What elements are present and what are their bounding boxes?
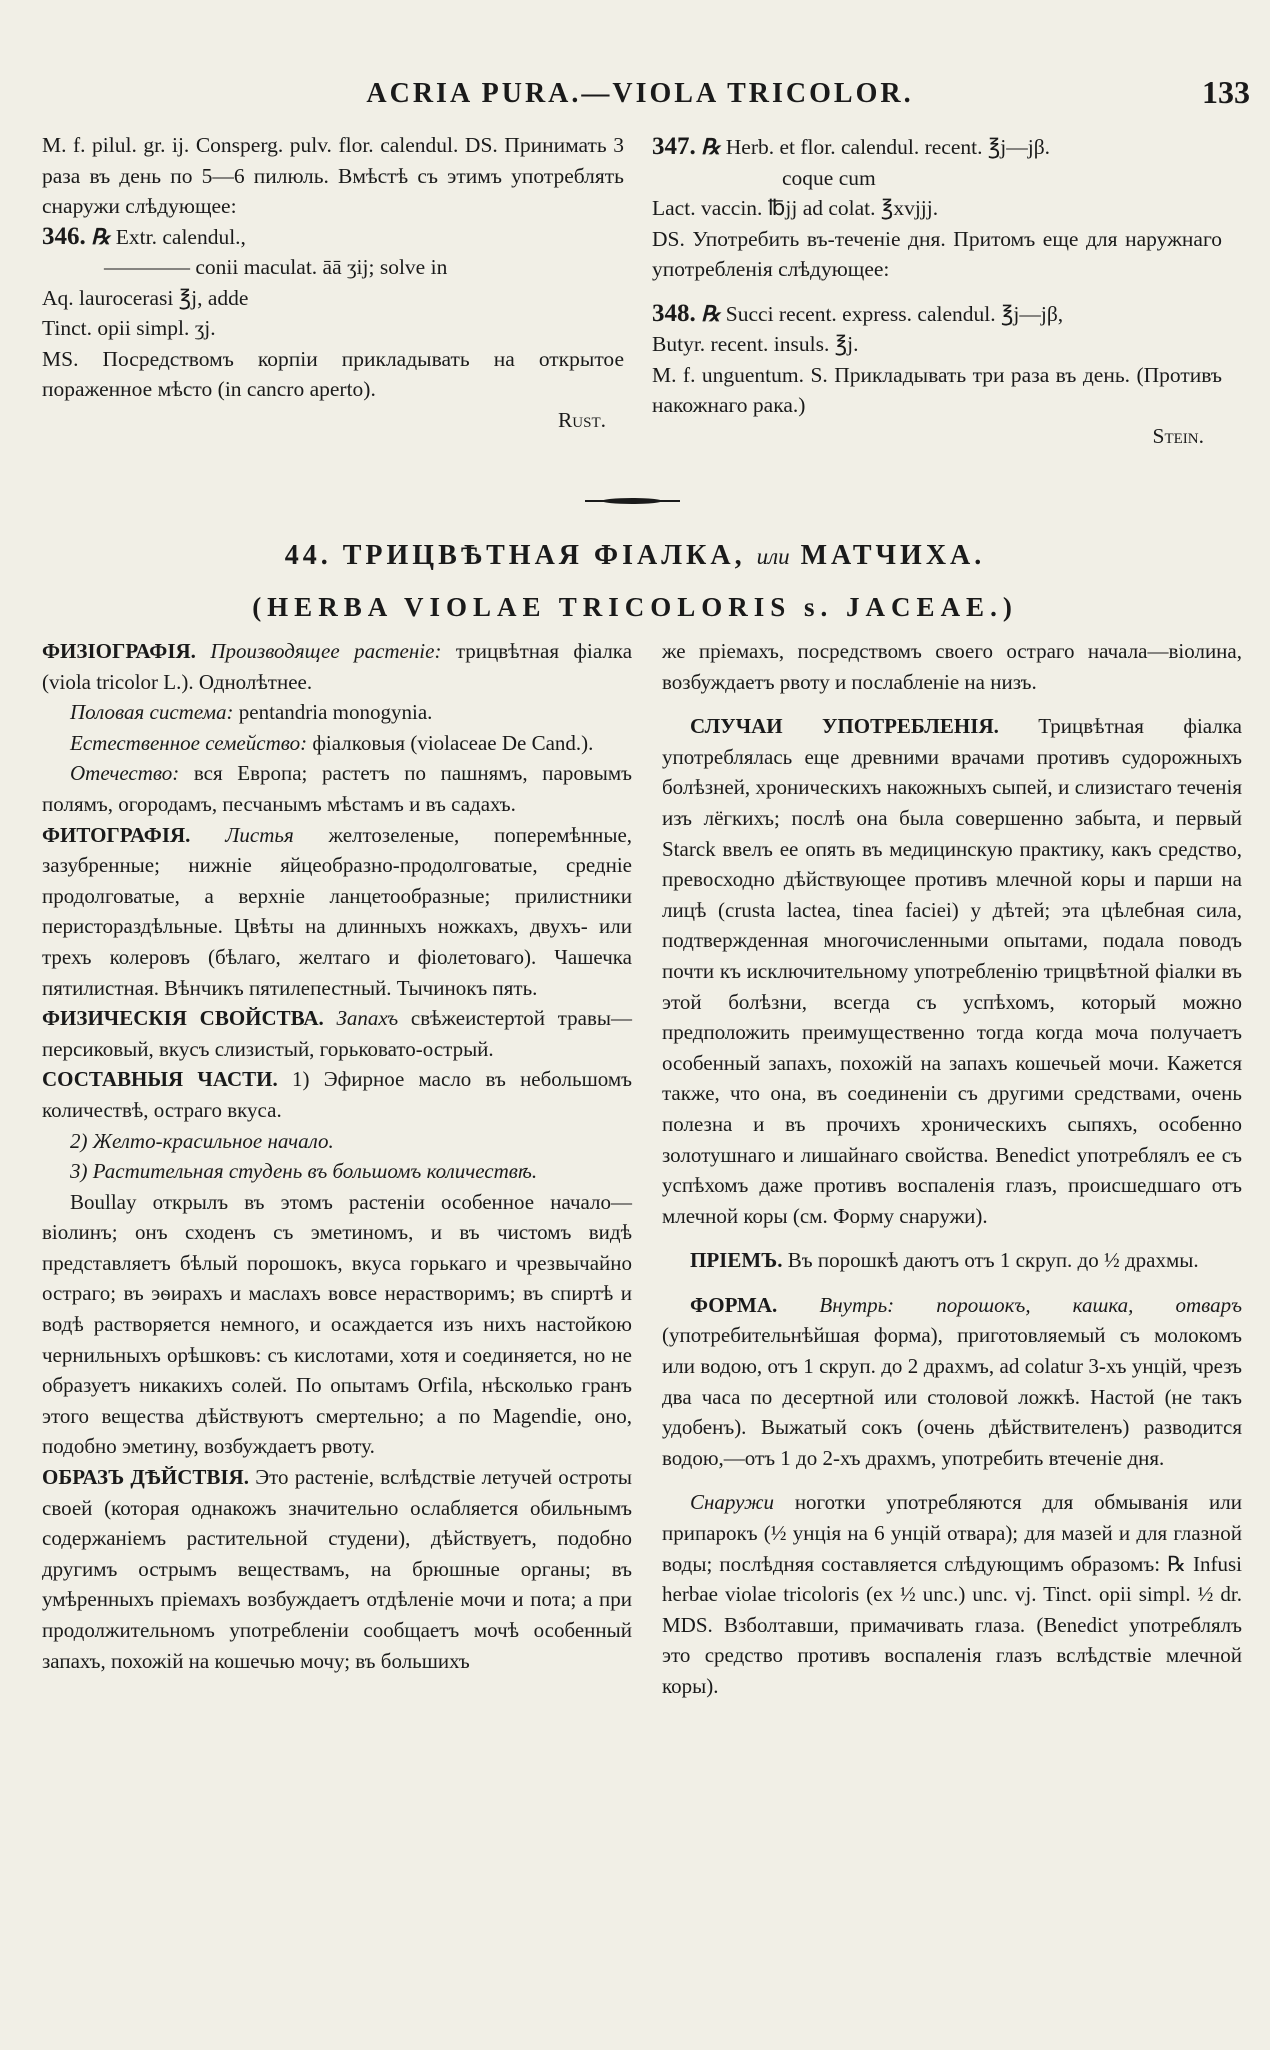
- recipe-symbol: ℞: [91, 224, 111, 249]
- paragraph-emphasis: Внутрь: порошокъ, кашка, отваръ: [819, 1292, 1242, 1317]
- paragraph-text: pentandria monogynia.: [238, 700, 433, 725]
- recipe-number: 346.: [42, 222, 86, 250]
- paragraph-text: ноготки употребляются для обмыванія или припарокъ (½ унція на 6 унцій отвара); для мазей и для глазной воды; послѣдняя составляется слѣдующимъ образомъ: ℞ Infusi herbae violae tricoloris (ex ½ unc.) unc. vj. Tinct. opii simpl. ½ dr. MDS. Взболтавши, примачивать глаза. (Benedict употреблялъ это средство противъ воспаленія глазъ вслѣдствіе млечной коры).: [662, 1490, 1242, 1698]
- recipe-348: [652, 299, 1222, 330]
- paragraph: же пріемахъ, посредствомъ своего остраго начала—віолина, возбуждаетъ рвоту и послабленіе на низъ.: [662, 639, 1242, 694]
- paragraph: [662, 711, 1242, 1231]
- recipe-line: MS. Посредствомъ корпіи прикладывать на открытое пораженное мѣсто (in cancro aperto).: [42, 346, 624, 401]
- recipe-line: coque cum: [782, 165, 876, 190]
- recipe-line: DS. Употребить въ-теченіе дня. Притомъ еще для наружнаго употребленія слѣдующее:: [652, 226, 1222, 281]
- recipe-symbol: ℞: [701, 135, 721, 159]
- paragraph-heading: СЛУЧАИ УПОТРЕБЛЕНІЯ.: [690, 714, 999, 739]
- paragraph-heading: ОБРАЗЪ ДѢЙСТВІЯ.: [42, 1465, 249, 1490]
- paragraph: [42, 1462, 632, 1676]
- ornament-divider: [585, 497, 680, 505]
- paragraph-text: (употребительнѣйшая форма), приготовляемый съ молокомъ или водою, отъ 1 скруп. до 2 драхмъ, ad colatur 3-хъ унцій, чрезъ два часа по десертной или столовой ложкѣ. Настой (не такъ удобенъ). Выжатый сокъ (очень дѣйствителенъ) разводится водою,—отъ 1 до 2-хъ драхмъ, употребить втеченіе дня.: [662, 1323, 1242, 1470]
- section-number: 44.: [284, 540, 332, 571]
- recipe-347: [652, 132, 1222, 163]
- running-head: ACRIA PURA.—VIOLA TRICOLOR.: [366, 78, 914, 109]
- paragraph: [662, 1245, 1242, 1276]
- paragraph: [662, 1487, 1242, 1701]
- paragraph-heading: ПРІЕМЪ.: [690, 1248, 783, 1273]
- paragraph-text: 1) Эфирное масло въ небольшомъ количествѣ, остраго вкуса.: [42, 1067, 633, 1122]
- paragraph-heading: ФИЗІОГРАФІЯ.: [42, 639, 196, 663]
- recipe-number: 347.: [652, 133, 696, 160]
- recipe-line: ———— conii maculat. āā ʒij; solve in: [104, 255, 448, 279]
- recipe-line: Butyr. recent. insuls. ℥j.: [652, 332, 859, 356]
- paragraph-text: Трицвѣтная фіалка употреблялась еще древними врачами противъ судорожныхъ болѣзней, хроническихъ накожныхъ сыпей, и слизистаго теченія изъ лёгкихъ; послѣ она была совершенно забыта, и первый Starck ввелъ ее опять въ медицинскую практику, какъ средство, превосходно дѣйствующее противъ млечной коры и парши на лицѣ (crusta lactea, tinea faciei) у дѣтей; эта цѣлебная сила, подтвержденная многочисленными опытами, подала поводъ почти къ исключительному употребленію трицвѣтной фіалки въ этой болѣзни, всегда съ успѣхомъ, который можно предположить преимущественно тогда когда моча получаетъ особенный запахъ, похожій на запахъ кошечьей мочи. Кажется также, что она, въ соединеніи съ другими средствами, очень полезна и въ прочихъ хроническихъ сыпяхъ, особенно золотушнаго и лишайнаго свойства. Benedict употреблялъ ее съ успѣхомъ даже противъ воспаленія глазъ, происшедшаго отъ млечной коры (см. Форму снаружи).: [662, 714, 1242, 1228]
- paragraph-heading: ФОРМА.: [690, 1292, 778, 1317]
- paragraph-text: свѣжеистертой травы—персиковый, вкусъ слизистый, горьковато-острый.: [42, 1006, 632, 1061]
- recipe-line: Tinct. opii simpl. ʒj.: [42, 316, 216, 340]
- paragraph-text: Въ порошкѣ даютъ отъ 1 скруп. до ½ драхмы.: [787, 1248, 1199, 1273]
- recipe-symbol: ℞: [701, 301, 721, 326]
- paragraph-emphasis: Отечество:: [70, 761, 180, 786]
- recipe-text: M. f. pilul. gr. ij. Consperg. pulv. flor. calendul. DS. Принимать 3 раза въ день по 5—6 пилюль. Вмѣстѣ съ этимъ употреблять снаружи слѣдующее:: [42, 133, 624, 218]
- paragraph-heading: ФИТОГРАФІЯ.: [42, 822, 191, 847]
- paragraph: 3) Растительная студень въ большомъ количествѣ.: [70, 1159, 538, 1184]
- recipe-line: Herb. et flor. calendul. recent. ℥j—jβ.: [725, 135, 1051, 159]
- paragraph: [42, 697, 632, 728]
- paragraph-text: вся Европа; растетъ по пашнямъ, паровымъ полямъ, огородамъ, песчанымъ мѣстамъ и въ садахъ.: [42, 761, 632, 816]
- section-title: [0, 540, 1270, 572]
- paragraph: 2) Желто-красильное начало.: [70, 1128, 334, 1153]
- recipe-line: Aq. laurocerasi ℥j, adde: [42, 285, 249, 310]
- recipe-line: M. f. unguentum. S. Прикладывать три раза въ день. (Противъ накожнаго рака.): [652, 362, 1222, 417]
- paragraph-emphasis: Естественное семейство:: [70, 730, 308, 755]
- paragraph: [42, 758, 632, 819]
- section-name: ТРИЦВѢТНАЯ ФІАЛКА,: [342, 540, 746, 571]
- paragraph-emphasis: Запахъ: [336, 1006, 399, 1031]
- recipes-left-column: [42, 130, 624, 435]
- recipe-line: Succi recent. express. calendul. ℥j—jβ,: [725, 301, 1064, 326]
- paragraph-text: желтозеленые, поперемѣнные, зазубренные; нижніе яйцеобразно-продолговатые, средніе продолговатые, а верхніе ланцетообразные; прилистники перистораздѣльные. Цвѣты на длинныхъ ножкахъ, двухъ- или трехъ колеровъ (бѣлаго, желтаго и фіолетоваго). Чашечка пятилистная. Вѣнчикъ пятилепестный. Тычинокъ пять.: [42, 822, 633, 1000]
- section-name-alt: МАТЧИХА.: [800, 540, 986, 571]
- paragraph: [42, 820, 632, 1004]
- paragraph: [42, 728, 632, 759]
- paragraph: Boullay открылъ въ этомъ растеніи особенное начало—віолинъ; онъ сходенъ съ эметиномъ, и въ чистомъ видѣ представляетъ бѣлый порошокъ, вкуса горькаго и чрезвычайно остраго; въ эѳирахъ и маслахъ вовсе нерастворимъ; въ спиртѣ и водѣ растворяется немного, и осаждается изъ нихъ настойкою чернильныхъ орѣшковъ: съ кислотами, хотя и соединяется, но не образуетъ никакихъ солей. По опытамъ Orfila, нѣсколько гранъ этого вещества дѣйствуютъ смертельно; а по Magendie, оно, подобно эметину, возбуждаетъ рвоту.: [42, 1189, 632, 1459]
- paragraph-emphasis: Листья: [225, 822, 294, 847]
- left-text-column: [42, 636, 632, 1676]
- paragraph: [42, 1003, 632, 1064]
- recipe-number: 348.: [652, 299, 696, 327]
- right-text-column: [662, 636, 1242, 1702]
- paragraph-text: Это растеніе, вслѣдствіе летучей остроты своей (которая однакожъ значительно ослабляется обильнымъ содержаніемъ растительной студени), дѣйствуетъ, подобно другимъ острымъ веществамъ, на брюшные органы; въ умѣренныхъ пріемахъ возбуждаетъ отдѣленіе мочи и пота; а при продолжительномъ употребленіи сообщаетъ мочѣ особенный запахъ, похожій на кошечью мочу; въ большихъ: [42, 1465, 633, 1673]
- recipe-line: Lact. vaccin. ℔jj ad colat. ℥xvjjj.: [652, 196, 939, 220]
- paragraph: [662, 1290, 1242, 1474]
- section-connector: или: [756, 544, 790, 569]
- page-number: 133: [1202, 74, 1250, 110]
- section-subtitle: (HERBA VIOLAE TRICOLORIS s. JACEAE.): [252, 592, 1018, 622]
- recipe-line: Extr. calendul.,: [115, 224, 246, 249]
- paragraph-emphasis: Снаружи: [690, 1490, 774, 1515]
- paragraph: [42, 1064, 632, 1125]
- paragraph-emphasis: Половая система:: [70, 700, 234, 725]
- paragraph-heading: ФИЗИЧЕСКІЯ СВОЙСТВА.: [42, 1006, 324, 1031]
- paragraph: [42, 636, 632, 697]
- paragraph-text: фіалковыя (violaceae De Cand.).: [312, 730, 594, 755]
- recipe-author: Stein.: [1152, 423, 1204, 448]
- paragraph-emphasis: Производящее растеніе:: [210, 639, 442, 663]
- recipes-right-column: [652, 132, 1222, 451]
- recipe-346: [42, 222, 624, 253]
- paragraph-heading: СОСТАВНЫЯ ЧАСТИ.: [42, 1067, 278, 1092]
- paragraph-text: трицвѣтная фіалка (viola tricolor L.). Однолѣтнее.: [42, 639, 633, 694]
- recipe-author: Rust.: [557, 407, 606, 432]
